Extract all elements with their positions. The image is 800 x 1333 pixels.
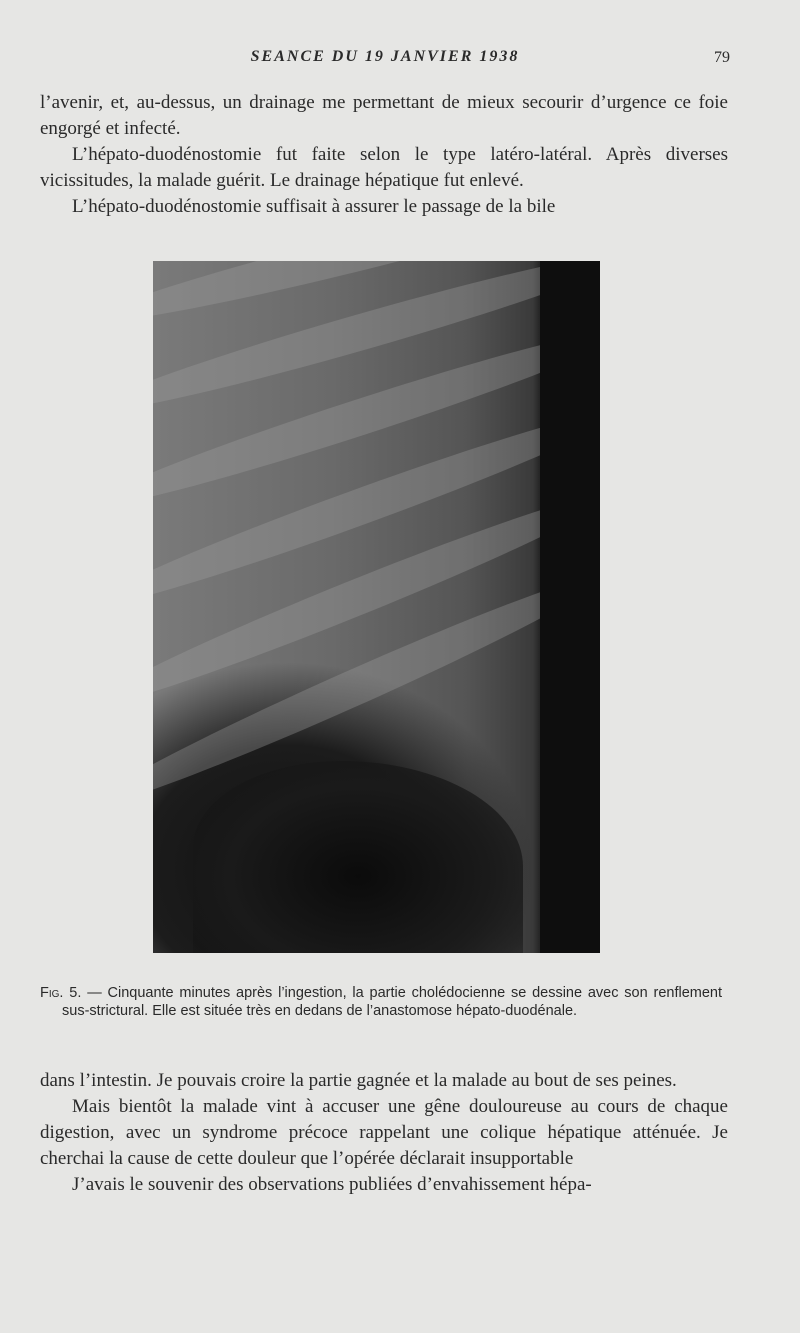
xray-figure [153,261,600,953]
paragraph: L’hépato-duodénostomie suffisait à assurer le passage de la bile [72,196,556,217]
caption-text: — Cinquante minutes après l’ingestion, la partie cholédocienne se dessine avec son renflement sus-strictural. Elle est située très en dedans de l’anastomose hépato-duodénale. [62,985,723,1019]
bottom-text-block [40,1068,728,1198]
running-header [40,48,730,72]
spine-shadow [540,261,600,953]
figure-caption [40,984,722,1020]
paragraph: l’avenir, et, au-dessus, un drainage me permettant de mieux secourir d’urgence ce foie engorgé et infecté. [40,92,728,139]
paragraph: Mais bientôt la malade vint à accuser une gêne douloureuse au cours de chaque digestion, avec un syndrome précoce rappelant une colique hépatique atténuée. Je cherchai la cause de cette douleur que l’opérée déclarait insupportable [40,1096,728,1169]
paragraph: J’avais le souvenir des observations publiées d’envahissement hépa- [72,1174,592,1195]
contrast-shadow [193,761,523,953]
running-title: SEANCE DU 19 JANVIER 1938 [250,48,520,65]
figure-label: Fig. 5. [40,985,82,1001]
paragraph: dans l’intestin. Je pouvais croire la partie gagnée et la malade au bout de ses peines. [40,1070,677,1091]
top-text-block [40,90,728,220]
page-number: 79 [714,49,730,66]
paragraph: L’hépato-duodénostomie fut faite selon le type latéro-latéral. Après diverses vicissitudes, la malade guérit. Le drainage hépatique fut enlevé. [40,144,728,191]
